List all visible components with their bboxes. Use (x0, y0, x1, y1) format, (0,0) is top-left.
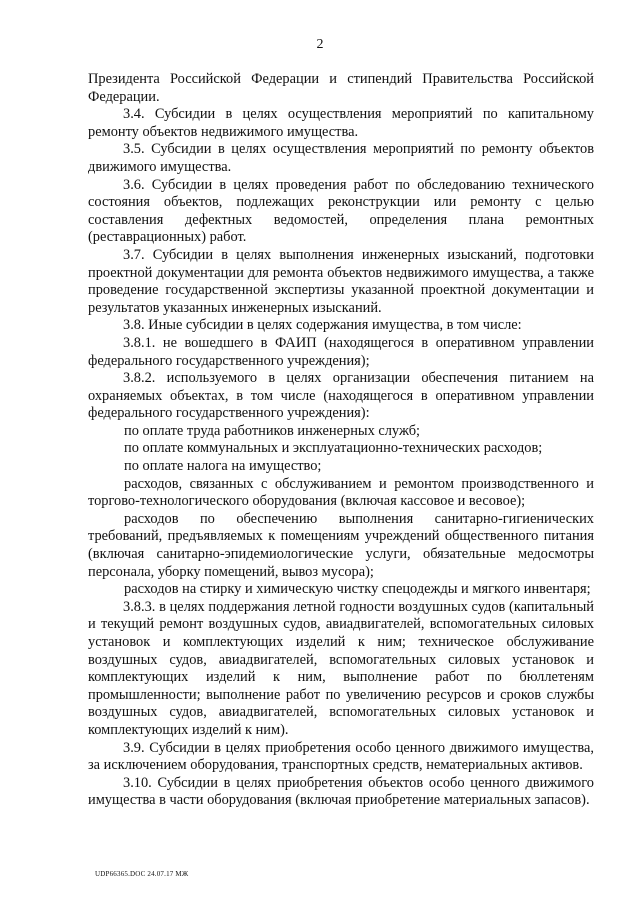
paragraph-3-10: 3.10. Субсидии в целях приобретения объектов особо ценного движимого имущества в части оборудования (включая приобретение материальных запасов). (88, 774, 594, 809)
paragraph-3-5: 3.5. Субсидии в целях осуществления мероприятий по ремонту объектов движимого имущества. (88, 141, 594, 175)
document-body (88, 71, 594, 810)
list-item-sanitary: расходов по обеспечению выполнения санитарно-гигиенических требований, предъявляемых к помещениям учреждений общественного питания (включая санитарно-эпидемиологические услуги, обязательные медосмотры персонала, уборку помещений, вывоз мусора); (88, 510, 594, 580)
list-item-labor: по оплате труда работников инженерных служб; (124, 422, 421, 439)
paragraph-3-8-3: 3.8.3. в целях поддержания летной годности воздушных судов (капитальный и текущий ремонт воздушных судов, авиадвигателей, вспомогательных силовых установок и комплектующих изделий к ним; техническое обслуживание воздушных судов, авиадвигателей, вспомогательных силовых установок и комплектующих изделий к ним, выполнение работ по бюллетеням промышленности; выполнение работ по увеличению ресурсов и сроков службы воздушных судов, авиадвигателей, вспомогательных силовых установок и комплектующих изделий к ним). (88, 598, 594, 738)
paragraph-continuation: Президента Российской Федерации и стипендий Правительства Российской Федерации. (88, 71, 594, 105)
paragraph-3-7: 3.7. Субсидии в целях выполнения инженерных изысканий, подготовки проектной документации для ремонта объектов недвижимого имущества, а также проведение государственной экспертизы указанной проектной документации и результатов указанных инженерных изысканий. (88, 246, 594, 316)
paragraph-3-9: 3.9. Субсидии в целях приобретения особо ценного движимого имущества, за исключением оборудования, транспортных средств, нематериальных активов. (88, 739, 594, 774)
paragraph-3-4: 3.4. Субсидии в целях осуществления мероприятий по капитальному ремонту объектов недвижимого имущества. (88, 106, 594, 140)
list-item-property-tax: по оплате налога на имущество; (124, 458, 322, 475)
paragraph-3-8-1: 3.8.1. не вошедшего в ФАИП (находящегося в оперативном управлении федерального государственного учреждения); (88, 334, 594, 369)
page-number: 2 (316, 37, 324, 52)
list-item-equipment-maintenance: расходов, связанных с обслуживанием и ремонтом производственного и торгово-технологического оборудования (включая кассовое и весовое); (88, 475, 594, 510)
paragraph-3-8-2: 3.8.2. используемого в целях организации обеспечения питанием на охраняемых объектах, в том числе (находящегося в оперативном управлении федерального государственного учреждения): (88, 370, 594, 422)
paragraph-3-6: 3.6. Субсидии в целях проведения работ по обследованию технического состояния объектов, подлежащих реконструкции или ремонту с целью составления дефектных ведомостей, определения плана ремонтных (реставрационных) работ. (88, 176, 594, 246)
paragraph-3-8: 3.8. Иные субсидии в целях содержания имущества, в том числе: (123, 317, 522, 334)
document-footer: UDP66365.DOC 24.07.17 МЖ (95, 870, 189, 878)
list-item-laundry: расходов на стирку и химическую чистку спецодежды и мягкого инвентаря; (124, 581, 591, 598)
list-item-utilities: по оплате коммунальных и эксплуатационно-технических расходов; (124, 440, 543, 457)
